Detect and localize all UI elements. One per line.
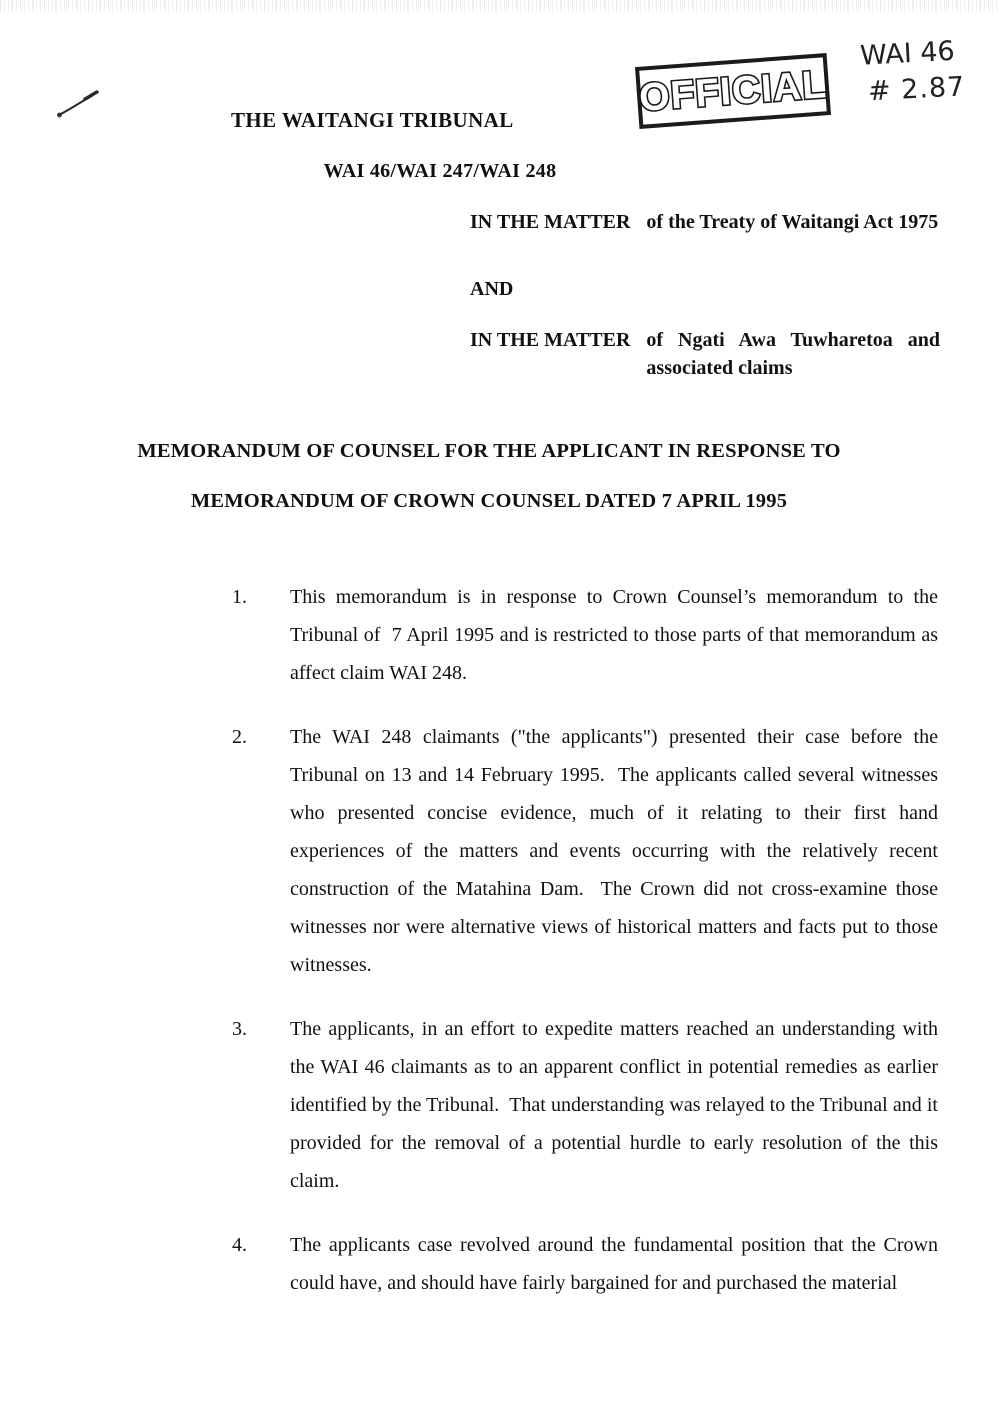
paragraph-text: The WAI 248 claimants ("the applicants") presented their case before the Tribunal on 13 and 14 February 1995. The applicants called several witnesses who presented concise evidence, much of it relating to their first hand experiences of the matters and events occurring with the relatively recent construction of the Matahina Dam. The Crown did not cross-examine those witnesses nor were alternative views of historical matters and facts put to those witnesses. xyxy=(290,726,943,976)
tribunal-name: THE WAITANGI TRIBUNAL xyxy=(231,108,514,132)
official-stamp-label: OFFICIAL xyxy=(637,62,829,120)
matter-second-label: IN THE MATTER xyxy=(470,329,631,351)
paragraph-text: This memorandum is in response to Crown Counsel’s memorandum to the Tribunal of 7 April 1995 and is restricted to those parts of that memorandum as affect claim WAI 248. xyxy=(290,586,943,684)
numbered-paragraph xyxy=(232,578,943,692)
document-body xyxy=(232,578,943,1328)
matter-second-value: of Ngati Awa Tuwharetoa and associated claims xyxy=(646,329,940,380)
handwritten-reference-note xyxy=(859,33,966,110)
paragraph-number: 1. xyxy=(232,586,247,608)
paragraph-text: The applicants, in an effort to expedite matters reached an understanding with the WAI 46 claimants as to an apparent conflict in potential remedies as earlier identified by the Tribunal. That understanding was relayed to the Tribunal and it provided for the removal of a potential hurdle to early resolution of the this claim. xyxy=(290,1018,943,1192)
paragraph-text: The applicants case revolved around the fundamental position that the Crown could have, and should have fairly bargained for and purchased the material xyxy=(290,1234,943,1294)
matter-clause-first xyxy=(470,208,940,236)
paragraph-number: 2. xyxy=(232,726,247,748)
handwritten-note-line-1: WAI 46 xyxy=(859,35,956,72)
stray-pen-mark xyxy=(55,88,113,118)
numbered-paragraph xyxy=(232,1010,943,1200)
scanner-edge-artifact xyxy=(0,0,1000,14)
matter-clause-second xyxy=(470,326,940,383)
document-title-line-2: MEMORANDUM OF CROWN COUNSEL DATED 7 APRIL 1995 xyxy=(190,490,788,512)
paragraph-number: 3. xyxy=(232,1018,247,1040)
matter-first-label: IN THE MATTER xyxy=(470,211,631,233)
numbered-paragraph xyxy=(232,1226,943,1302)
case-number: WAI 46/WAI 247/WAI 248 xyxy=(323,160,557,182)
matter-conjunction: AND xyxy=(470,278,514,300)
handwritten-note-line-2: # 2.87 xyxy=(867,70,966,107)
numbered-paragraph xyxy=(232,718,943,984)
document-title-line-1: MEMORANDUM OF COUNSEL FOR THE APPLICANT IN RESPONSE TO xyxy=(137,440,841,462)
matter-first-value: of the Treaty of Waitangi Act 1975 xyxy=(646,211,939,233)
paragraph-number: 4. xyxy=(232,1234,247,1256)
official-stamp xyxy=(635,53,831,129)
document-title xyxy=(0,440,1000,513)
